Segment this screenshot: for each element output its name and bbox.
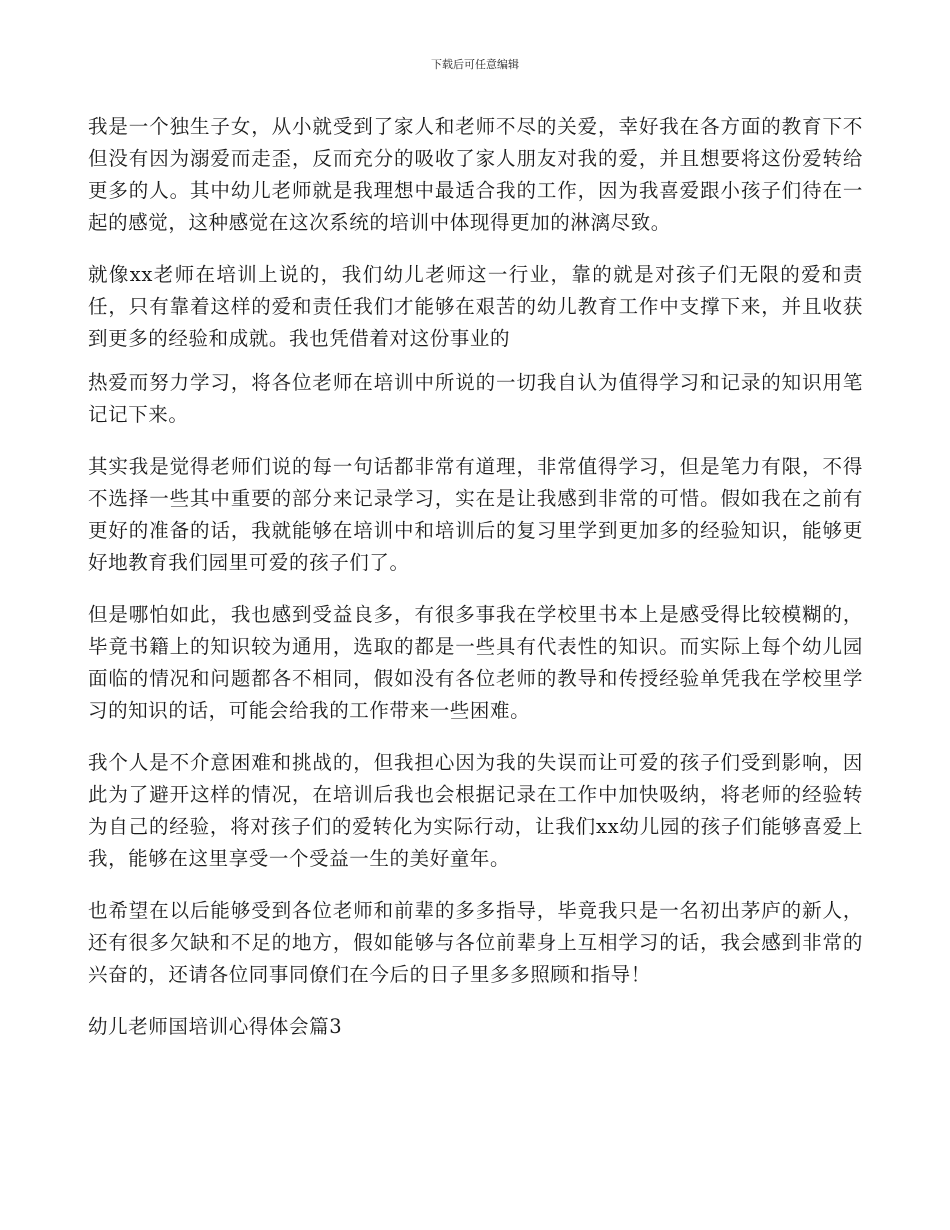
page-header-note: 下载后可任意编辑	[431, 58, 519, 71]
paragraph-2: 就像xx老师在培训上说的，我们幼儿老师这一行业，靠的就是对孩子们无限的爱和责任，只有靠着这样的爱和责任我们才能够在艰苦的幼儿教育工作中支撑下来，并且收获到更多的经验和成就。我也凭借着对这份事业的	[88, 263, 863, 350]
paragraph-7: 也希望在以后能够受到各位老师和前辈的多多指导，毕竟我只是一名初出茅庐的新人，还有很多欠缺和不足的地方，假如能够与各位前辈身上互相学习的话，我会感到非常的兴奋的，还请各位同事同僚们在今后的日子里多多照顾和指导！	[88, 899, 863, 986]
paragraph-5: 但是哪怕如此，我也感到受益良多，有很多事我在学校里书本上是感受得比较模糊的，毕竟书籍上的知识较为通用，选取的都是一些具有代表性的知识。而实际上每个幼儿园面临的情况和问题都各不相同，假如没有各位老师的教导和传授经验单凭我在学校里学习的知识的话，可能会给我的工作带来一些困难。	[88, 603, 863, 722]
paragraph-3: 热爱而努力学习，将各位老师在培训中所说的一切我自认为值得学习和记录的知识用笔记记下来。	[88, 371, 863, 426]
section-heading: 幼儿老师国培训心得体会篇3	[88, 1015, 343, 1038]
paragraph-1: 我是一个独生子女，从小就受到了家人和老师不尽的关爱，幸好我在各方面的教育下不但没有因为溺爱而走歪，反而充分的吸收了家人朋友对我的爱，并且想要将这份爱转给更多的人。其中幼儿老师就是我理想中最适合我的工作，因为我喜爱跟小孩子们待在一起的感觉，这种感觉在这次系统的培训中体现得更加的淋漓尽致。	[88, 115, 863, 234]
paragraph-6: 我个人是不介意困难和挑战的，但我担心因为我的失误而让可爱的孩子们受到影响，因此为了避开这样的情况，在培训后我也会根据记录在工作中加快吸纳，将老师的经验转为自己的经验，将对孩子们的爱转化为实际行动，让我们xx幼儿园的孩子们能够喜爱上我，能够在这里享受一个受益一生的美好童年。	[88, 751, 863, 870]
paragraph-4: 其实我是觉得老师们说的每一句话都非常有道理，非常值得学习，但是笔力有限，不得不选择一些其中重要的部分来记录学习，实在是让我感到非常的可惜。假如我在之前有更好的准备的话，我就能够在培训中和培训后的复习里学到更加多的经验知识，能够更好地教育我们园里可爱的孩子们了。	[88, 455, 863, 574]
document-body	[88, 111, 863, 1063]
